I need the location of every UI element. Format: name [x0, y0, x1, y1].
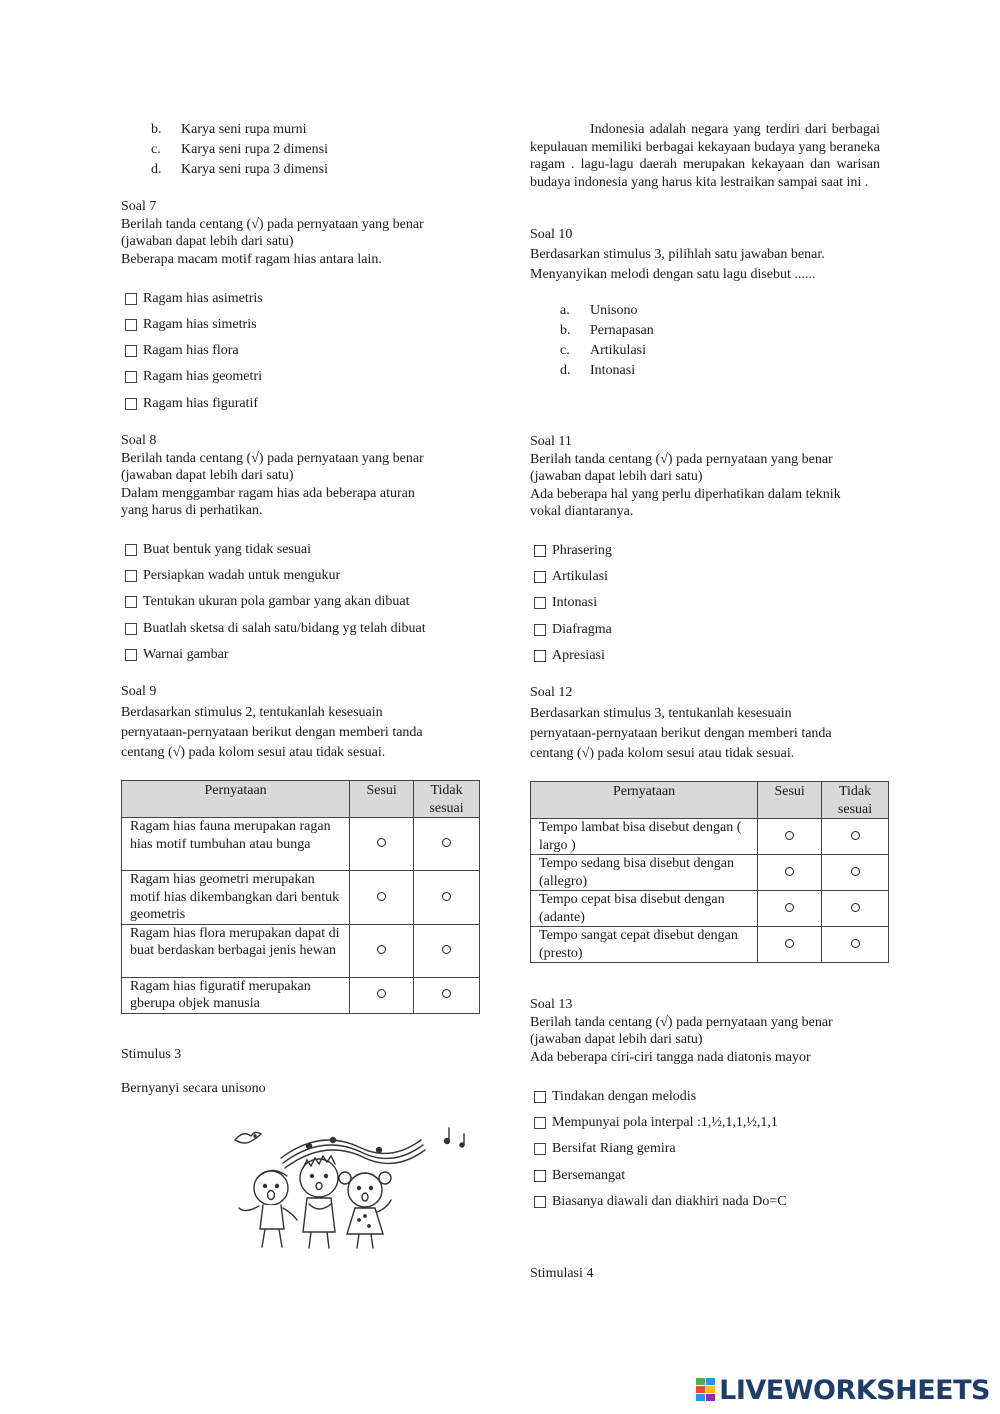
soal-10-option-d[interactable]: d. Intonasi: [560, 363, 636, 378]
checkbox[interactable]: [534, 1170, 546, 1182]
soal-7-option-3[interactable]: Ragam hias flora: [125, 342, 239, 359]
soal-10-instruction: Berdasarkan stimulus 3, pilihlah satu jawaban benar.: [530, 247, 825, 262]
soal-8-question-line-2: yang harus di perhatikan.: [121, 503, 263, 518]
radio-tidak-sesuai[interactable]: [442, 838, 451, 847]
checkbox[interactable]: [534, 1091, 546, 1103]
header-sesui: Sesui: [350, 781, 414, 818]
checkbox[interactable]: [534, 571, 546, 583]
intro-paragraph: Indonesia adalah negara yang terdiri dari berbagai kepulauan memiliki berbagai kekayaan budaya yang beraneka ragam . lagu-lagu daerah merupakan kekayaan dan warisan budaya indonesia yang harus kita lestraikan sampai saat ini .: [530, 122, 880, 190]
header-pernyataan: Pernyataan: [531, 782, 758, 819]
soal-11-note: (jawaban dapat lebih dari satu): [530, 469, 703, 484]
soal-9-title: Soal 9: [121, 684, 157, 699]
checkbox[interactable]: [534, 1196, 546, 1208]
checkbox[interactable]: [534, 1117, 546, 1129]
soal-12-title: Soal 12: [530, 685, 573, 700]
table-row: [531, 819, 889, 855]
children-singing-illustration: [229, 1118, 489, 1253]
checkbox[interactable]: [534, 624, 546, 636]
soal-8-option-4[interactable]: Buatlah sketsa di salah satu/bidang yg telah dibuat: [125, 620, 426, 637]
radio-tidak-sesuai[interactable]: [442, 945, 451, 954]
soal-8-note: (jawaban dapat lebih dari satu): [121, 468, 294, 483]
table-row: [122, 977, 480, 1013]
soal-11-question-line-2: vokal diantaranya.: [530, 504, 634, 519]
soal-12-line-2: pernyataan-pernyataan berikut dengan memberi tanda: [530, 726, 832, 741]
stimulus-3-title: Stimulus 3: [121, 1047, 182, 1062]
checkbox[interactable]: [125, 293, 137, 305]
soal-10-title: Soal 10: [530, 227, 573, 242]
radio-sesui[interactable]: [377, 989, 386, 998]
checkbox[interactable]: [125, 649, 137, 661]
soal-13-option-3[interactable]: Bersifat Riang gemira: [534, 1140, 676, 1157]
header-pernyataan: Pernyataan: [122, 781, 350, 818]
soal-9-line-1: Berdasarkan stimulus 2, tentukanlah kesesuain: [121, 705, 383, 720]
checkbox[interactable]: [125, 544, 137, 556]
statement-cell: Tempo lambat bisa disebut dengan ( largo ): [531, 819, 758, 855]
checkbox[interactable]: [534, 650, 546, 662]
soal-13-option-5[interactable]: Biasanya diawali dan diakhiri nada Do=C: [534, 1193, 787, 1210]
soal-12-table: [530, 781, 889, 963]
soal-13-title: Soal 13: [530, 997, 573, 1012]
statement-cell: Ragam hias geometri merupakan motif hias dikembangkan dari bentuk geometris: [122, 871, 350, 925]
soal-13-instruction: Berilah tanda centang (√) pada pernyataan yang benar: [530, 1015, 833, 1030]
soal-9-line-2: pernyataan-pernyataan berikut dengan memberi tanda: [121, 725, 423, 740]
header-tidak-sesuai: Tidak sesuai: [822, 782, 889, 819]
soal-8-option-1[interactable]: Buat bentuk yang tidak sesuai: [125, 541, 311, 558]
radio-sesui[interactable]: [785, 939, 794, 948]
liveworksheets-branding: [690, 1372, 990, 1408]
soal-11-option-4[interactable]: Diafragma: [534, 621, 612, 638]
table-row: [122, 924, 480, 977]
soal-12-line-3: centang (√) pada kolom sesui atau tidak sesuai.: [530, 746, 795, 761]
liveworksheets-wordmark: LIVEWORKSHEETS: [719, 1374, 990, 1406]
radio-tidak-sesuai[interactable]: [851, 903, 860, 912]
soal-10-question: Menyanyikan melodi dengan satu lagu disebut ......: [530, 267, 816, 282]
checkbox[interactable]: [125, 371, 137, 383]
soal-7-instruction: Berilah tanda centang (√) pada pernyataan yang benar: [121, 217, 424, 232]
soal-10-option-b[interactable]: b. Pernapasan: [560, 323, 654, 338]
statement-cell: Tempo cepat bisa disebut dengan (adante): [531, 891, 758, 927]
stimulasi-4-title: Stimulasi 4: [530, 1266, 594, 1281]
table-header: [122, 781, 480, 818]
soal-11-option-1[interactable]: Phrasering: [534, 542, 612, 559]
radio-sesui[interactable]: [377, 892, 386, 901]
soal-10-option-a[interactable]: a. Unisono: [560, 303, 638, 318]
soal-11-question-line-1: Ada beberapa hal yang perlu diperhatikan dalam teknik: [530, 487, 841, 502]
checkbox[interactable]: [534, 597, 546, 609]
radio-sesui[interactable]: [785, 831, 794, 840]
soal-10-option-c[interactable]: c. Artikulasi: [560, 343, 646, 358]
soal-7-question: Beberapa macam motif ragam hias antara lain.: [121, 252, 382, 267]
header-tidak-sesuai: Tidak sesuai: [414, 781, 480, 818]
radio-sesui[interactable]: [377, 945, 386, 954]
soal-7-option-4[interactable]: Ragam hias geometri: [125, 368, 262, 385]
statement-cell: Tempo sedang bisa disebut dengan (allegro): [531, 855, 758, 891]
header-sesui: Sesui: [758, 782, 822, 819]
table-header: [531, 782, 889, 819]
radio-tidak-sesuai[interactable]: [851, 939, 860, 948]
radio-sesui[interactable]: [377, 838, 386, 847]
radio-tidak-sesuai[interactable]: [442, 892, 451, 901]
table-row: [122, 818, 480, 871]
soal-13-option-4[interactable]: Bersemangat: [534, 1167, 625, 1184]
soal-8-instruction: Berilah tanda centang (√) pada pernyataan yang benar: [121, 451, 424, 466]
checkbox[interactable]: [125, 570, 137, 582]
checkbox[interactable]: [534, 1143, 546, 1155]
table-row: [531, 927, 889, 963]
statement-cell: Tempo sangat cepat disebut dengan (presto): [531, 927, 758, 963]
table-row: [531, 891, 889, 927]
soal-9-line-3: centang (√) pada kolom sesui atau tidak sesuai.: [121, 745, 386, 760]
soal-8-question-line-1: Dalam menggambar ragam hias ada beberapa aturan: [121, 486, 415, 501]
option-c: c. Karya seni rupa 2 dimensi: [151, 142, 328, 157]
soal-8-option-3[interactable]: Tentukan ukuran pola gambar yang akan dibuat: [125, 593, 410, 610]
soal-8-option-5[interactable]: Warnai gambar: [125, 646, 229, 663]
radio-tidak-sesuai[interactable]: [851, 867, 860, 876]
soal-13-note: (jawaban dapat lebih dari satu): [530, 1032, 703, 1047]
soal-13-question: Ada beberapa ciri-ciri tangga nada diatonis mayor: [530, 1050, 811, 1065]
table-row: [122, 871, 480, 925]
soal-11-option-5[interactable]: Apresiasi: [534, 647, 605, 664]
statement-cell: Ragam hias flora merupakan dapat di buat berdaskan berbagai jenis hewan: [122, 924, 350, 977]
radio-tidak-sesuai[interactable]: [851, 831, 860, 840]
table-row: [531, 855, 889, 891]
soal-13-option-2[interactable]: Mempunyai pola interpal :1,½,1,1,½,1,1: [534, 1114, 778, 1131]
checkbox[interactable]: [125, 319, 137, 331]
soal-11-instruction: Berilah tanda centang (√) pada pernyataan yang benar: [530, 452, 833, 467]
option-d: d. Karya seni rupa 3 dimensi: [151, 162, 328, 177]
statement-cell: Ragam hias fauna merupakan ragan hias motif tumbuhan atau bunga: [122, 818, 350, 871]
checkbox[interactable]: [534, 545, 546, 557]
soal-11-title: Soal 11: [530, 434, 572, 449]
soal-7-option-2[interactable]: Ragam hias simetris: [125, 316, 257, 333]
checkbox[interactable]: [125, 345, 137, 357]
soal-7-option-5[interactable]: Ragam hias figuratif: [125, 395, 258, 412]
soal-12-line-1: Berdasarkan stimulus 3, tentukanlah kesesuain: [530, 706, 792, 721]
checkbox[interactable]: [125, 596, 137, 608]
radio-sesui[interactable]: [785, 867, 794, 876]
radio-tidak-sesuai[interactable]: [442, 989, 451, 998]
soal-7-note: (jawaban dapat lebih dari satu): [121, 234, 294, 249]
checkbox[interactable]: [125, 398, 137, 410]
soal-7-option-1[interactable]: Ragam hias asimetris: [125, 290, 263, 307]
stimulus-3-text: Bernyanyi secara unisono: [121, 1081, 266, 1096]
soal-8-option-2[interactable]: Persiapkan wadah untuk mengukur: [125, 567, 340, 584]
checkbox[interactable]: [125, 623, 137, 635]
soal-13-option-1[interactable]: Tindakan dengan melodis: [534, 1088, 696, 1105]
soal-7-title: Soal 7: [121, 199, 157, 214]
soal-11-option-2[interactable]: Artikulasi: [534, 568, 608, 585]
liveworksheets-logo-icon: [696, 1378, 716, 1402]
option-b: b. Karya seni rupa murni: [151, 122, 307, 137]
statement-cell: Ragam hias figuratif merupakan gberupa objek manusia: [122, 977, 350, 1013]
soal-11-option-3[interactable]: Intonasi: [534, 594, 597, 611]
soal-8-title: Soal 8: [121, 433, 157, 448]
soal-9-table: [121, 780, 480, 1014]
radio-sesui[interactable]: [785, 903, 794, 912]
